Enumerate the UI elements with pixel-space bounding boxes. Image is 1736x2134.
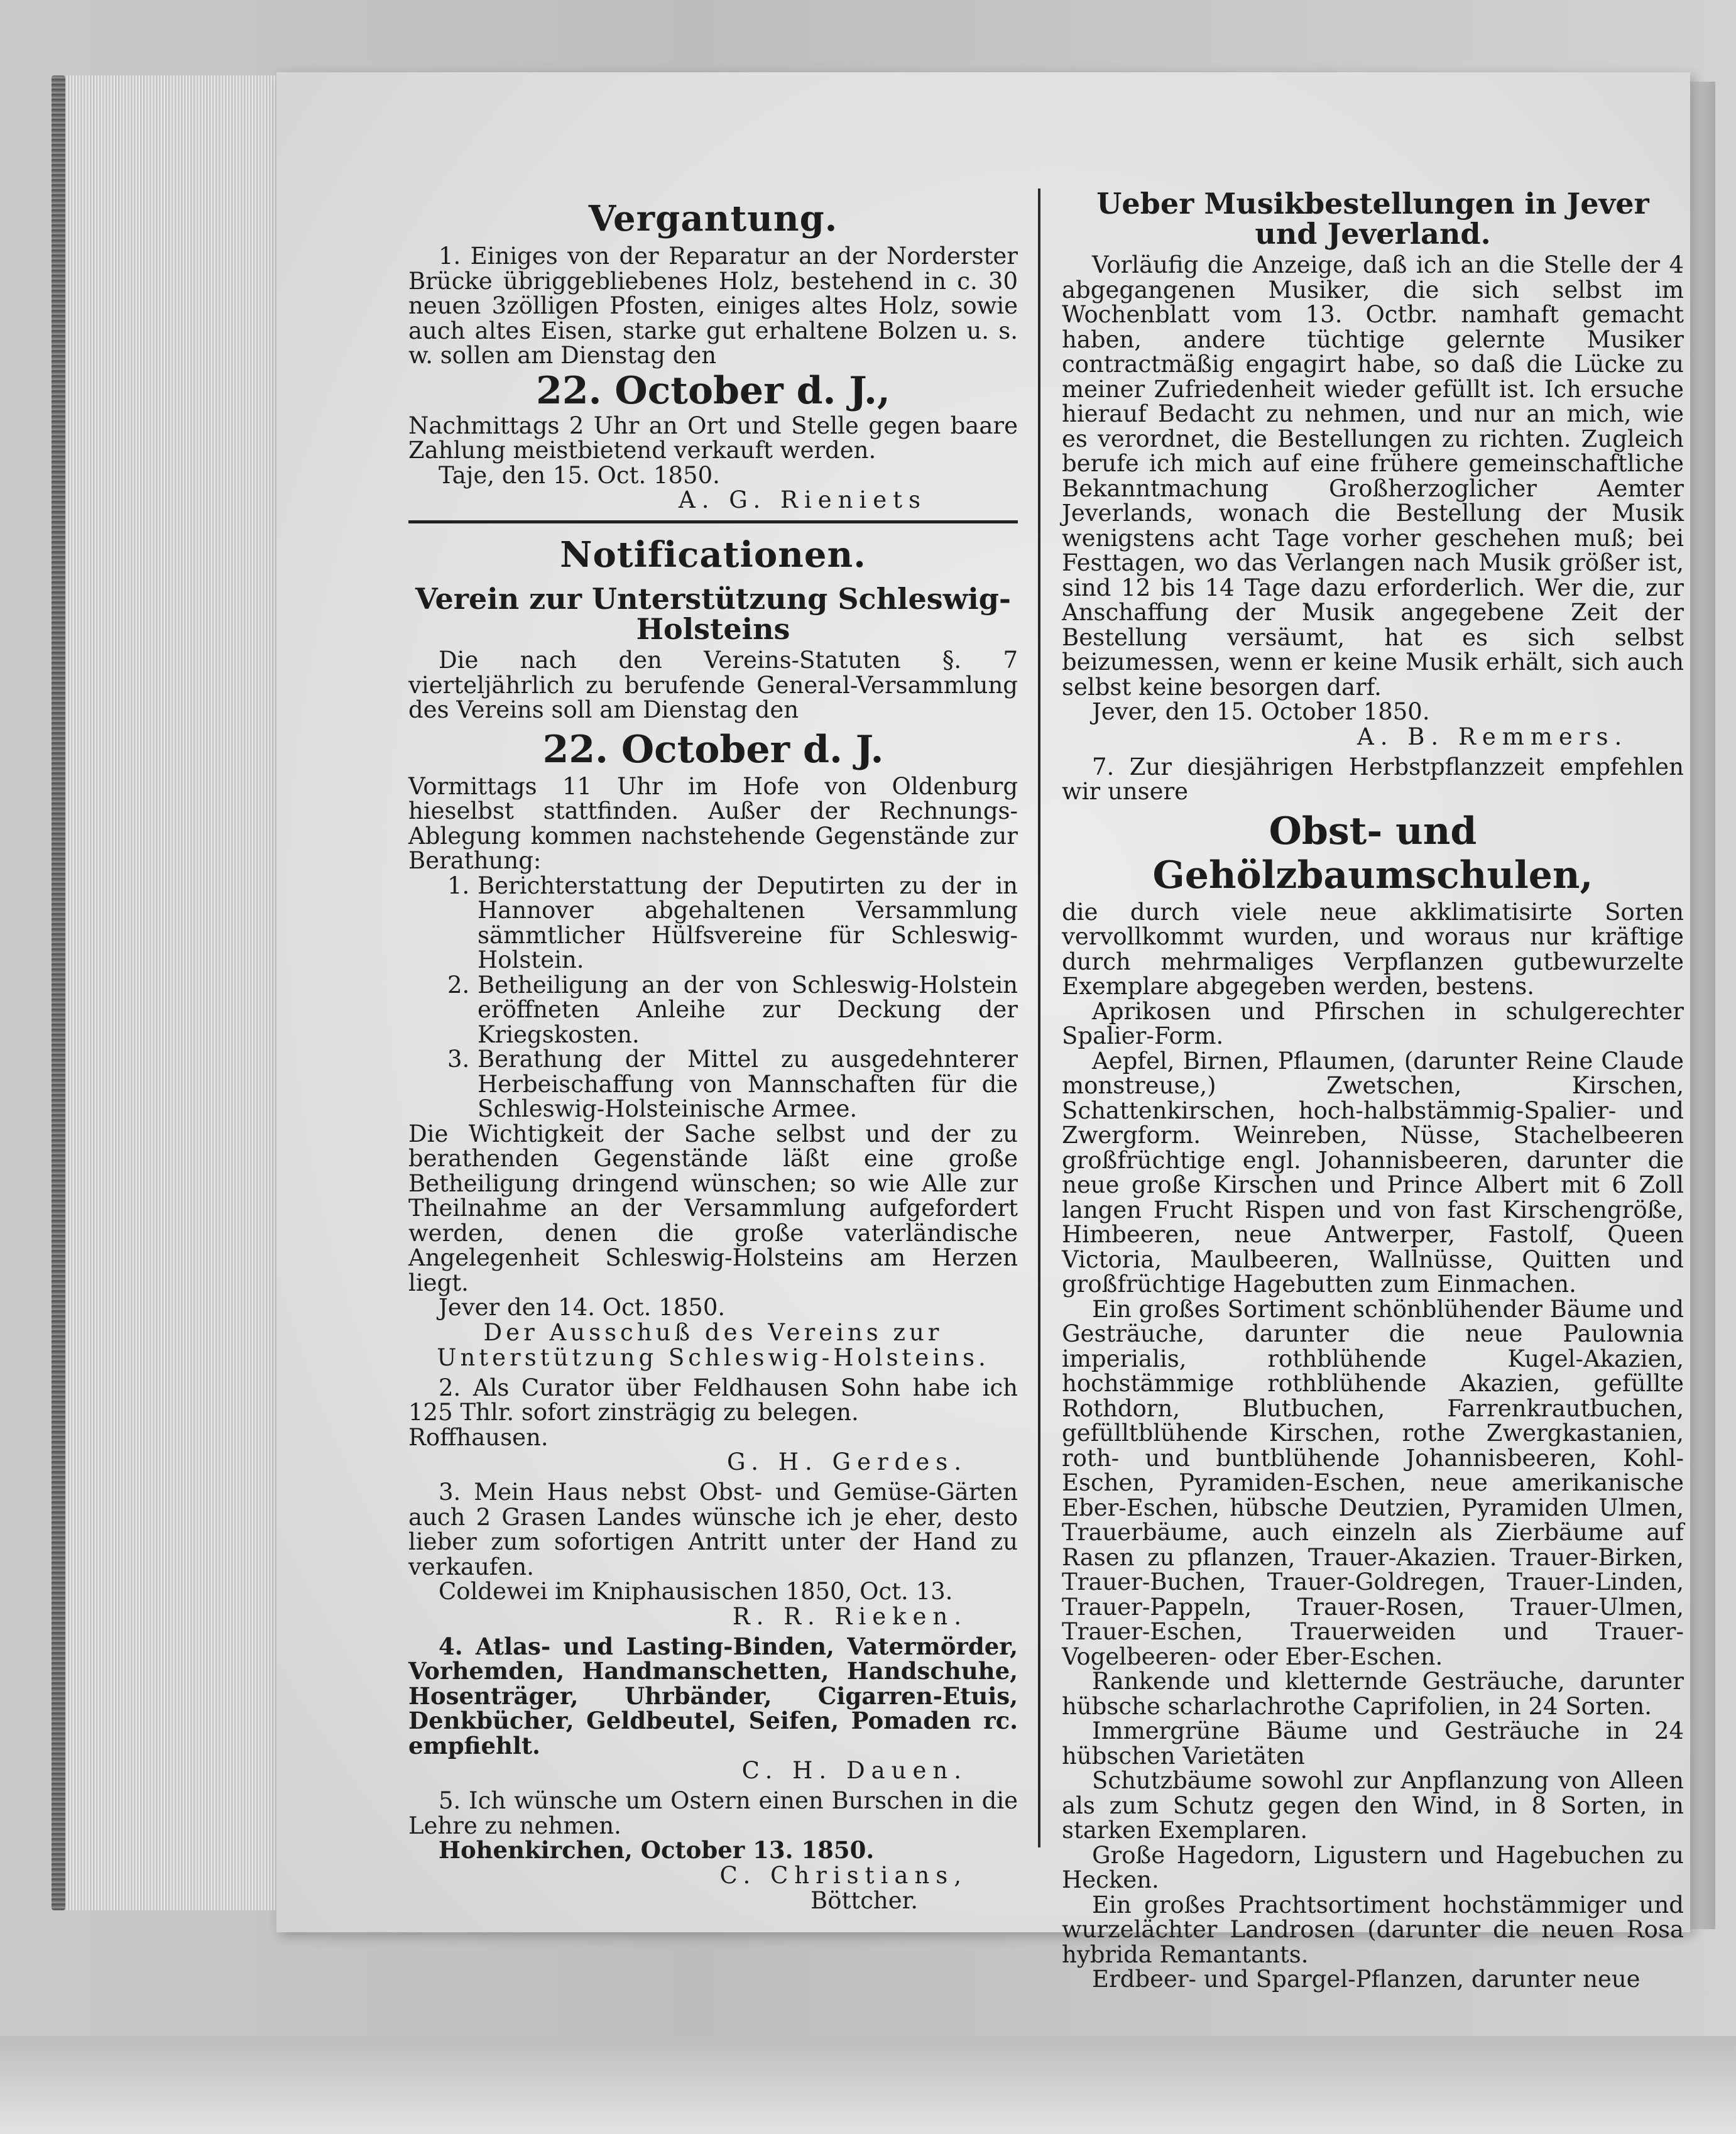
nursery-p8: Große Hagedorn, Ligustern und Hagebuchen zu Hecken.: [1062, 1841, 1684, 1893]
right-column: [1062, 119, 1684, 1992]
notice-5-place: Hohenkirchen, October 13. 1850.: [439, 1836, 875, 1864]
vergantung-date: 22. October d. J.,: [536, 368, 890, 413]
notice-2: [408, 1376, 1018, 1475]
vergantung-text-2: Nachmittags 2 Uhr an Ort und Stelle gegen baare Zahlung meistbietend verkauft werden.: [408, 412, 1018, 464]
notice-3-signature: R. R. Rieken.: [732, 1602, 968, 1630]
verein-date: 22. October d. J.: [542, 727, 884, 772]
vergantung-signature: A. G. Rieniets: [679, 486, 927, 513]
notice-3-place: Coldewei im Kniphausischen 1850, Oct. 13.: [439, 1578, 953, 1605]
notifications-section: [408, 532, 1018, 1371]
notice-4: [408, 1634, 1018, 1784]
left-column: [408, 119, 1018, 1913]
book-page-stack: [65, 75, 279, 1910]
notice-4-text: 4. Atlas- und Lasting-Binden, Vatermörder, Vorhemden, Handmanschetten, Handschuhe, Hosenträger, Uhrbänder, Cigarren-Etuis, Denkbücher, Geldbeutel, Seifen, Pomaden rc. empfiehlt.: [408, 1632, 1018, 1759]
nursery-p9: Ein großes Prachtsortiment hochstämmiger und wurzelächter Landrosen (darunter die neuen Rosa hybrida Remantants.: [1062, 1891, 1684, 1968]
page-right-edge: [1690, 82, 1715, 1929]
verein-signature: Der Ausschuß des Vereins zur Unterstützung Schleswig-Holsteins.: [437, 1318, 990, 1371]
music-signature: A. B. Remmers.: [1357, 723, 1629, 750]
vergantung-heading: Vergantung.: [588, 198, 838, 239]
nursery-title: Obst- und Gehölzbaumschulen,: [1152, 809, 1593, 897]
nursery-p10: Erdbeer- und Spargel-Pflanzen, darunter neue: [1092, 1966, 1640, 1993]
nursery-p1: die durch viele neue akklimatisirte Sorten vervollkommt wurden, und woraus nur kräftige durch mehrmaliges Verpflanzen gutbewurzelte Exemplare abgegeben werden, bestens.: [1062, 898, 1684, 1000]
notifications-heading: Notificationen.: [560, 534, 866, 576]
section-rule: [408, 520, 1018, 523]
nursery-notice: [1062, 755, 1684, 1992]
notice-5-role: Böttcher.: [811, 1886, 919, 1914]
vergantung-text: 1. Einiges von der Reparatur an der Norderster Brücke übriggebliebenes Holz, bestehend in c. 30 neuen 3zölligen Pfosten, einiges altes Holz, sowie auch altes Eisen, starke gut erhaltene Bolzen u. s. w. sollen am Dienstag den: [408, 243, 1018, 369]
vergantung-place: Taje, den 15. Oct. 1850.: [439, 461, 720, 489]
vergantung-notice: [408, 196, 1018, 513]
scan-bottom-margin: [0, 2036, 1736, 2134]
notice-3: [408, 1480, 1018, 1629]
notice-5-signature: C. Christians,: [719, 1861, 968, 1889]
nursery-p4: Ein großes Sortiment schönblühender Bäume und Gesträuche, darunter die neue Paulownia imperialis, rothblühende Kugel-Akazien, hochstämmige rothblühende Akazien, gefüllte Rothdorn, Blutbuchen, Farrenkrautbuchen, gefülltblühende Kirschen, rothe Zwergkastanien, roth- und buntblühende Johannisbeeren, Kohl-Eschen, Pyramiden-Eschen, neue amerikanische Eber-Eschen, hübsche Deutzien, Pyramiden Ulmen, Trauerbäume, auch einzeln als Zierbäume auf Rasen zu pflanzen, Trauer-Akazien. Trauer-Birken, Trauer-Buchen, Trauer-Goldregen, Trauer-Linden, Trauer-Pappeln, Trauer-Rosen, Trauer-Ulmen, Trauer-Eschen, Trauerweiden und Trauer-Vogelbeeren- oder Eber-Eschen.: [1062, 1295, 1684, 1670]
agenda-item: 3. Berathung der Mittel zu ausgedehnterer Herbeischaffung von Mannschaften für die Schleswig-Holsteinische Armee.: [447, 1046, 1018, 1122]
agenda-item: 2. Betheiligung an der von Schleswig-Holstein eröffneten Anleihe zur Deckung der Kriegskosten.: [447, 971, 1018, 1048]
agenda-item: 1. Berichterstattung der Deputirten zu der in Hannover abgehaltenen Versammlung sämmtlicher Hülfsvereine für Schleswig-Holstein.: [447, 872, 1018, 973]
notice-2-text: 2. Als Curator über Feldhausen Sohn habe ich 125 Thlr. sofort zinsträgig zu belegen.: [408, 1374, 1018, 1426]
verein-text-2: Vormittags 11 Uhr im Hofe von Oldenburg hieselbst stattfinden. Außer der Rechnungs-Ablegung kommen nachstehende Gegenstände zur Berathung:: [408, 772, 1018, 874]
nursery-p3: Aepfel, Birnen, Pflaumen, (darunter Reine Claude monstreuse,) Zwetschen, Kirschen, Schattenkirschen, hoch-halbstämmig-Spalier- und Zwergform. Weinreben, Nüsse, Stachelbeeren großfrüchtige engl. Johannisbeeren, darunter die neue große Kirschen und Prince Albert mit 6 Zoll langen Frucht Rispen und von fast Kirschengröße, Himbeeren, neue Antwerper, Fastolf, Queen Victoria, Maulbeeren, Wallnüsse, Quitten und großfrüchtige Hagebutten zum Einmachen.: [1062, 1047, 1684, 1298]
music-text: Vorläufig die Anzeige, daß ich an die Stelle der 4 abgegangenen Musiker, die sich selbst im Wochenblatt vom 13. Octbr. namhaft gemacht haben, andere tüchtige gelernte Musiker contractmäßig engagirt habe, so daß die Lücke zu meiner Zufriedenheit wieder gefüllt ist. Ich ersuche hierauf Bedacht zu nehmen, und nur an mich, wie es verordnet, die Bestellungen zu richten. Zugleich berufe ich mich auf eine frühere gemeinschaftliche Bekanntmachung Großherzoglicher Aemter Jeverlands, wonach die Bestellung der Musik wenigstens acht Tage vorher geschehen muß; bei Festtagen, wo das Verlangen nach Musik größer ist, sind 12 bis 14 Tage dazu erforderlich. Wer die, zur Anschaffung der Musik angegebene Zeit der Bestellung versäumt, hat es sich selbst beizumessen, wenn er keine Musik erhält, sich auch selbst keine besorgen darf.: [1062, 251, 1684, 701]
column-divider: [1038, 189, 1040, 1847]
nursery-intro: 7. Zur diesjährigen Herbstpflanzzeit empfehlen wir unsere: [1062, 753, 1684, 805]
nursery-p6: Immergrüne Bäume und Gesträuche in 24 hübschen Varietäten: [1062, 1717, 1684, 1770]
book-binding-edge: [52, 75, 65, 1910]
verein-place: Jever den 14. Oct. 1850.: [439, 1294, 726, 1321]
verein-title: Verein zur Unterstützung Schleswig-Holsteins: [415, 582, 1011, 646]
notice-2-signature: G. H. Gerdes.: [726, 1448, 968, 1475]
nursery-p2: Aprikosen und Pfirschen in schulgerechter Spalier-Form.: [1062, 997, 1684, 1049]
notice-3-text: 3. Mein Haus nebst Obst- und Gemüse-Gärten auch 2 Grasen Landes wünsche ich je eher, desto lieber zum sofortigen Antritt unter der Hand zu verkaufen.: [408, 1479, 1018, 1580]
notice-4-signature: C. H. Dauen.: [741, 1757, 968, 1784]
notice-5-text: 5. Ich wünsche um Ostern einen Burschen in die Lehre zu nehmen.: [408, 1787, 1018, 1839]
verein-intro: Die nach den Vereins-Statuten §. 7 vierteljährlich zu berufende General-Versammlung des Vereins soll am Dienstag den: [408, 647, 1018, 723]
nursery-p7: Schutzbäume sowohl zur Anpflanzung von Alleen als zum Schutz gegen den Wind, in 8 Sorten, in starken Exemplaren.: [1062, 1767, 1684, 1844]
verein-text-3: Die Wichtigkeit der Sache selbst und der zu berathenden Gegenstände läßt eine große Betheiligung dringend wünschen; so wie Alle zur Theilnahme an der Versammlung aufgefordert werden, denen die große vaterländische Angelegenheit Schleswig-Holsteins am Herzen liegt.: [408, 1120, 1018, 1296]
nursery-p5: Rankende und kletternde Gesträuche, darunter hübsche scharlachrothe Caprifolien, in 24 Sorten.: [1062, 1668, 1684, 1720]
agenda-list: [408, 873, 1018, 1122]
music-heading: Ueber Musikbestellungen in Jever und Jeverland.: [1096, 187, 1649, 251]
notice-5: [408, 1788, 1018, 1913]
music-place: Jever, den 15. October 1850.: [1092, 698, 1430, 725]
notice-2-place: Roffhausen.: [408, 1423, 549, 1451]
music-notice: [1062, 189, 1684, 750]
